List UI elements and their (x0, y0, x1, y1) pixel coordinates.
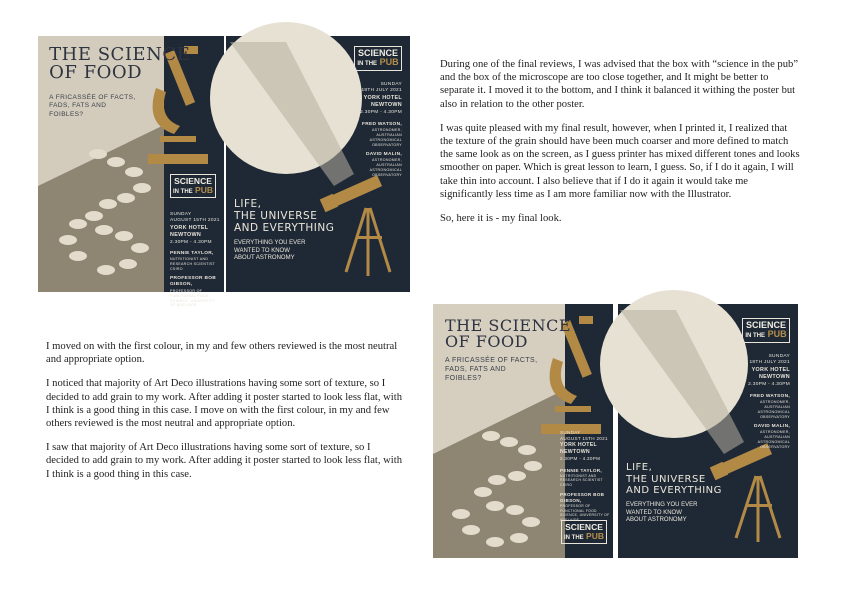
poster-food-final (433, 304, 613, 558)
food-title: THE SCIENCE OF FOOD (49, 44, 191, 84)
everything-you-ever: EVERYTHING YOU EVER WANTED TO KNOW ABOUT ASTRONOMY (234, 240, 306, 261)
science-pub-badge: SCIENCE IN THE PUB (561, 520, 607, 544)
poster-space-draft (226, 36, 410, 292)
science-pub-badge: SCIENCE IN THE PUB (742, 318, 790, 343)
life-universe-title: LIFE, THE UNIVERSE AND EVERYTHING (234, 198, 335, 235)
paragraph: I moved on with the first colour, in my and few others reviewed is the most neutral and appropriate option. (46, 341, 398, 366)
paragraph: So, here it is - my final look. (440, 213, 562, 225)
left-text-block (46, 340, 402, 492)
poster-food-draft (38, 36, 224, 308)
food-title: THE SCIENCE OF FOOD (445, 316, 572, 351)
life-universe-title: LIFE, THE UNIVERSE AND EVERYTHING (626, 462, 722, 496)
paragraph: I noticed that majority of Art Deco illustrations having some sort of texture, so I decided to add grain to my work. After adding it poster started to look less flat, with I think is a good thing in this case. I move on with the first colour, in my and few others reviewed is the most neutral and appropriate option. (46, 378, 402, 430)
food-event-info: SUNDAY AUGUST 15TH 2021 YORK HOTEL NEWTOWN 2.30PM - 4.30PM PENNIE TAYLOR, NUTRITIONIST AND RESEARCH SCIENTIST CSIRO PROFESSOR BOB GIBSON, PROFESSOR OF FUNCTIONAL FOOD SCIENCE, UNIVERSITY OF ADELAIDE (560, 430, 610, 522)
science-pub-badge: SCIENCE IN THE PUB (354, 46, 402, 71)
space-event-info: SUNDAY 18TH JULY 2021 YORK HOTEL NEWTOWN 2.30PM - 4.30PM FRED WATSON, ASTRONOMER, AUSTRALIAN ASTRONOMICAL OBSERVATORY DAVID MALIN, ASTRONOMER, AUSTRALIAN ASTRONOMICAL OBSERVATORY (360, 82, 402, 177)
poster-space-final (618, 304, 798, 558)
paragraph: I was quite pleased with my final result, however, when I printed it, I realized that the texture of the grain should have been much coarser and more defined to match the same look as on the screen, as I guess printer has mixed different tones and looks smoother on paper. Which is great lesson to learn, I guess. So, if I do it again, I will take thin into account. I also believe that if I do it again it would take me significantly less time as I am more familiar now with the Illustrator. (440, 122, 800, 200)
food-subtitle: A FRICASSÉE OF FACTS, FADS, FATS AND FOIBLES? (49, 94, 136, 118)
paragraph: I saw that majority of Art Deco illustrations having some sort of texture, so I decided to add grain to my work. After adding it poster started to look less flat, with I think is a good thing in this case. (46, 442, 402, 480)
food-subtitle: A FRICASSÉE OF FACTS, FADS, FATS AND FOIBLES? (445, 357, 538, 383)
everything-you-ever: EVERYTHING YOU EVER WANTED TO KNOW ABOUT ASTRONOMY (626, 502, 698, 523)
right-text-block (440, 58, 802, 236)
science-pub-badge: SCIENCE IN THE PUB (170, 174, 216, 198)
food-event-info: SUNDAY AUGUST 15TH 2021 YORK HOTEL NEWTOWN 2.30PM - 4.30PM PENNIE TAYLOR, NUTRITIONIST AND RESEARCH SCIENTIST CSIRO PROFESSOR BOB GIBSON, PROFESSOR OF FUNCTIONAL FOOD SCIENCE, UNIVERSITY OF ADELAIDE (170, 212, 220, 308)
space-event-info: SUNDAY 18TH JULY 2021 YORK HOTEL NEWTOWN 2.30PM - 4.30PM FRED WATSON, ASTRONOMER, AUSTRALIAN ASTRONOMICAL OBSERVATORY DAVID MALIN, ASTRONOMER, AUSTRALIAN ASTRONOMICAL OBSERVATORY (748, 354, 790, 449)
paragraph: During one of the final reviews, I was advised that the box with “science in the pub” and the box of the microscope are too close together, and It might be better to separate it. I moved it to the bottom, and I think it balanced it withing the poster but also in relation to the other poster. (440, 59, 799, 110)
